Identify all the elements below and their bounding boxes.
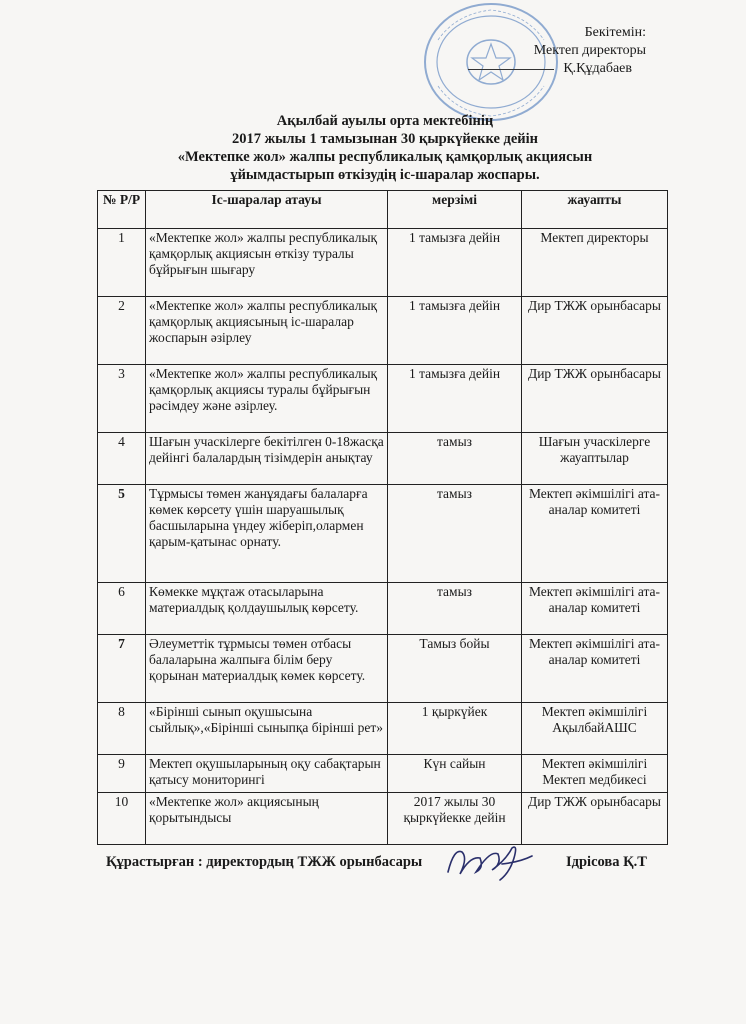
row-number: 4	[98, 433, 146, 485]
title-line-4: ұйымдастырып өткізудің іс-шаралар жоспары.	[230, 167, 540, 183]
table-row	[98, 485, 668, 583]
row-responsible: Дир ТЖЖ орынбасары	[522, 793, 668, 845]
row-number: 3	[98, 365, 146, 433]
title-line-2: 2017 жылы 1 тамызынан 30 қыркүйекке дейін	[231, 131, 539, 147]
row-number: 2	[98, 297, 146, 365]
table-header-row	[98, 191, 668, 229]
table-row	[98, 433, 668, 485]
row-responsible: Дир ТЖЖ орынбасары	[522, 365, 668, 433]
row-number: 6	[98, 583, 146, 635]
row-number: 8	[98, 703, 146, 755]
row-number: 10	[98, 793, 146, 845]
row-activity: «Мектепке жол» жалпы республикалық қамқорлық акциясын өткізу туралы бұйрығын шығару	[146, 229, 388, 297]
row-activity: Әлеуметтік тұрмысы төмен отбасы балаларына жалпыға білім беру қорынан материалдық көмек көрсету.	[146, 635, 388, 703]
row-date: 1 тамызға дейін	[388, 365, 522, 433]
row-number: 9	[98, 755, 146, 793]
row-date: 2017 жылы 30 қыркүйекке дейін	[388, 793, 522, 845]
table-row	[98, 365, 668, 433]
row-activity: «Бірінші сынып оқушысына сыйлық»,«Бірінші сыныпқа бірінші рет»	[146, 703, 388, 755]
row-number: 5	[98, 485, 146, 583]
approval-block	[520, 24, 710, 78]
header-number: № Р/Р	[98, 191, 146, 229]
table-row	[98, 755, 668, 793]
row-date: 1 тамызға дейін	[388, 297, 522, 365]
header-responsible: жауапты	[522, 191, 668, 229]
compiled-by-label: Құрастырған : директордың ТЖЖ орынбасары	[106, 854, 423, 870]
row-activity: Шағын учаскілерге бекітілген 0-18жасқа дейінгі балалардың тізімдерін анықтау	[146, 433, 388, 485]
row-responsible: Мектеп әкімшілігі АқылбайАШС	[522, 703, 668, 755]
activity-plan-table	[97, 190, 668, 845]
row-responsible: Мектеп директоры	[522, 229, 668, 297]
row-responsible: Дир ТЖЖ орынбасары	[522, 297, 668, 365]
row-date: тамыз	[388, 583, 522, 635]
header-date: мерзімі	[388, 191, 522, 229]
row-date: Күн сайын	[388, 755, 522, 793]
table-row	[98, 297, 668, 365]
row-responsible: Мектеп әкімшілігі ата-аналар комитеті	[522, 635, 668, 703]
row-activity: «Мектепке жол» жалпы республикалық қамқорлық акциясы туралы бұйрығын рәсімдеу және әзірлеу.	[146, 365, 388, 433]
row-activity: Тұрмысы төмен жанұядағы балаларға көмек көрсету үшін шаруашылық басшыларына үндеу жіберіп,олармен қарым-қатынас орнату.	[146, 485, 388, 583]
row-number: 7	[98, 635, 146, 703]
row-responsible: Мектеп әкімшілігі Мектеп медбикесі	[522, 755, 668, 793]
compiler-name: Ідрісова Қ.Т	[566, 854, 647, 870]
row-date: 1 тамызға дейін	[388, 229, 522, 297]
row-date: 1 қыркүйек	[388, 703, 522, 755]
row-responsible: Мектеп әкімшілігі ата-аналар комитеті	[522, 583, 668, 635]
table-row	[98, 635, 668, 703]
row-activity: «Мектепке жол» жалпы республикалық қамқорлық акциясының іс-шаралар жоспарын әзірлеу	[146, 297, 388, 365]
title-line-1: Ақылбай ауылы орта мектебінің	[276, 113, 494, 129]
approval-position: Мектеп директоры	[533, 43, 646, 58]
approval-name: Қ.Құдабаев	[563, 61, 632, 76]
row-number: 1	[98, 229, 146, 297]
footer-compiled-by	[106, 854, 676, 871]
document-title	[100, 112, 670, 184]
title-line-3: «Мектепке жол» жалпы республикалық қамқорлық акциясын	[177, 149, 593, 165]
row-responsible: Мектеп әкімшілігі ата-аналар комитеті	[522, 485, 668, 583]
table-row	[98, 703, 668, 755]
row-date: тамыз	[388, 485, 522, 583]
table-row	[98, 229, 668, 297]
table-row	[98, 793, 668, 845]
row-activity: Мектеп оқушыларының оқу сабақтарын қатысу мониторингі	[146, 755, 388, 793]
row-responsible: Шағын учаскілерге жауаптылар	[522, 433, 668, 485]
row-date: Тамыз бойы	[388, 635, 522, 703]
approval-label: Бекітемін:	[584, 25, 646, 40]
table-row	[98, 583, 668, 635]
row-date: тамыз	[388, 433, 522, 485]
header-activity: Іс-шаралар атауы	[146, 191, 388, 229]
row-activity: Көмекке мұқтаж отасыларына материалдық қолдаушылық көрсету.	[146, 583, 388, 635]
row-activity: «Мектепке жол» акциясының қорытындысы	[146, 793, 388, 845]
